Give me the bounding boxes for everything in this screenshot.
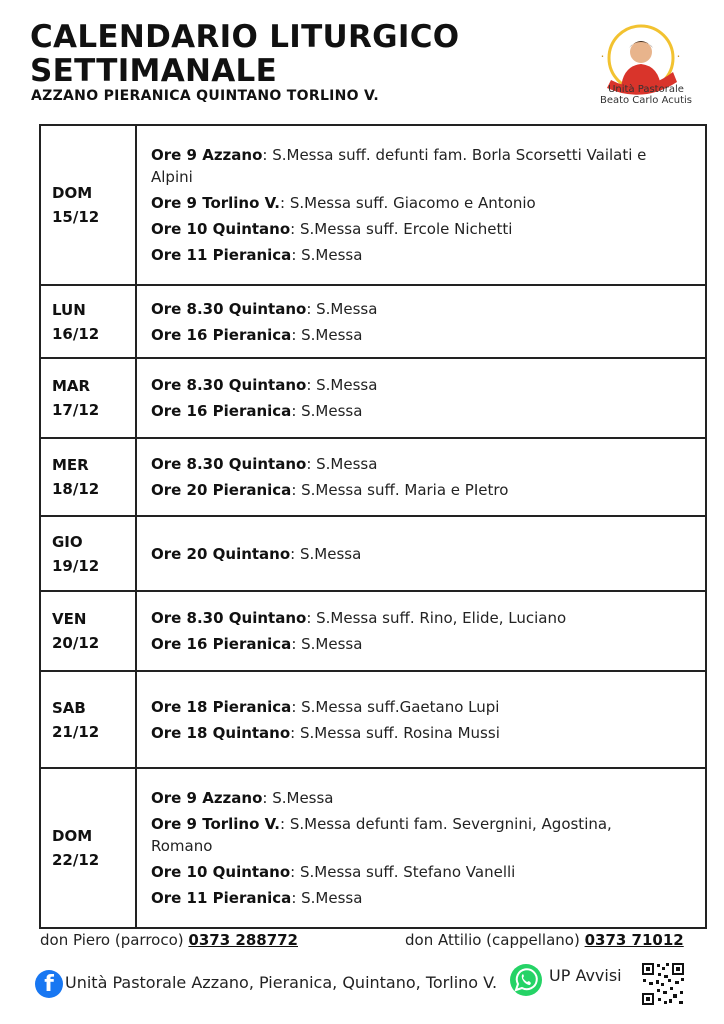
priest-label: don Piero (parroco) (40, 931, 189, 949)
day-name: GIO (52, 532, 83, 551)
events-cell (136, 671, 706, 768)
events-cell (136, 285, 706, 358)
day-row (40, 768, 706, 928)
events-cell (136, 768, 706, 928)
priest-phone-link[interactable]: 0373 288772 (188, 931, 298, 949)
day-cell (40, 671, 136, 768)
svg-text:•: • (677, 54, 680, 60)
day-name: LUN (52, 300, 86, 319)
logo-caption (596, 84, 696, 106)
day-row (40, 125, 706, 285)
events-cell (136, 438, 706, 516)
mass-entry (151, 607, 675, 629)
mass-description: : S.Messa suff. Stefano Vanelli (290, 863, 516, 881)
whatsapp-icon[interactable] (509, 963, 543, 997)
day-row (40, 285, 706, 358)
day-name: MER (52, 456, 89, 474)
mass-time-place: Ore 8.30 Quintano (151, 609, 307, 627)
day-cell (40, 285, 136, 358)
page-title (30, 20, 459, 88)
calendar-table (39, 124, 707, 929)
mass-description: : S.Messa (306, 299, 378, 318)
day-name: MAR (52, 377, 91, 395)
day-date: 21/12 (52, 722, 100, 741)
day-name: DOM (52, 827, 93, 845)
svg-text:•: • (601, 54, 604, 60)
day-date: 22/12 (52, 851, 100, 869)
day-date: 15/12 (52, 208, 100, 226)
day-cell (40, 516, 136, 591)
mass-entry (151, 722, 675, 744)
social-row (35, 966, 695, 1006)
day-date: 18/12 (52, 480, 100, 498)
mass-entry (151, 861, 675, 883)
mass-description: : S.Messa suff. Ercole Nichetti (290, 220, 513, 238)
mass-time-place: Ore 9 Torlino V. (151, 194, 281, 212)
mass-entry (151, 887, 675, 909)
title-line-2: SETTIMANALE (30, 53, 278, 89)
mass-entry (151, 218, 675, 240)
mass-description: : S.Messa (291, 402, 363, 420)
mass-time-place: Ore 11 Pieranica (151, 889, 292, 907)
mass-description: : S.Messa suff. Giacomo e Antonio (280, 194, 536, 212)
day-name: DOM (52, 184, 93, 202)
mass-time-place: Ore 18 Quintano (151, 723, 291, 742)
page-subtitle: AZZANO PIERANICA QUINTANO TORLINO V. (31, 88, 380, 104)
mass-time-place: Ore 20 Quintano (151, 544, 291, 563)
logo-caption-line-2: Beato Carlo Acutis (599, 95, 693, 106)
mass-entry (151, 144, 675, 188)
mass-description: : S.Messa suff. Rino, Elide, Luciano (306, 609, 567, 627)
day-cell (40, 591, 136, 671)
mass-description: : S.Messa suff. Rosina Mussi (290, 723, 500, 742)
chaplain-contact (405, 931, 684, 949)
title-line-1: CALENDARIO LITURGICO (30, 19, 460, 55)
mass-entry (151, 453, 675, 475)
events-cell (136, 516, 706, 591)
mass-description: : S.Messa (290, 544, 362, 563)
mass-description: : S.Messa (291, 889, 363, 907)
priest-contact (40, 931, 298, 949)
whatsapp-channel-link[interactable]: UP Avvisi (549, 966, 622, 985)
mass-time-place: Ore 11 Pieranica (151, 246, 292, 264)
mass-time-place: Ore 10 Quintano (151, 220, 291, 238)
mass-entry (151, 543, 675, 565)
mass-entry (151, 298, 675, 320)
facebook-page-link[interactable]: Unità Pastorale Azzano, Pieranica, Quintano, Torlino V. (65, 973, 498, 992)
mass-time-place: Ore 9 Azzano (151, 789, 263, 807)
mass-description: : S.Messa defunti fam. Severgnini, Agostina, Romano (151, 815, 612, 855)
day-cell (40, 358, 136, 438)
events-cell (136, 358, 706, 438)
mass-entry (151, 813, 675, 857)
events-cell (136, 591, 706, 671)
mass-time-place: Ore 20 Pieranica (151, 481, 292, 499)
mass-description: : S.Messa suff. defunti fam. Borla Scorsetti Vailati e Alpini (151, 146, 647, 186)
mass-time-place: Ore 16 Pieranica (151, 325, 292, 344)
mass-entry (151, 324, 675, 346)
mass-time-place: Ore 10 Quintano (151, 863, 291, 881)
day-date: 19/12 (52, 556, 100, 575)
mass-description: : S.Messa suff. Maria e PIetro (291, 481, 509, 499)
mass-entry (151, 787, 675, 809)
mass-time-place: Ore 18 Pieranica (151, 697, 292, 716)
day-date: 20/12 (52, 634, 100, 652)
mass-description: : S.Messa (291, 246, 363, 264)
mass-description: : S.Messa (262, 789, 334, 807)
day-cell (40, 125, 136, 285)
events-cell (136, 125, 706, 285)
mass-description: : S.Messa (306, 376, 378, 394)
mass-entry (151, 400, 675, 422)
qr-code-icon[interactable] (640, 961, 686, 1007)
mass-entry (151, 244, 675, 266)
day-row (40, 516, 706, 591)
logo-caption-line-1: Unità Pastorale (608, 84, 684, 95)
mass-time-place: Ore 16 Pieranica (151, 635, 292, 653)
mass-time-place: Ore 8.30 Quintano (151, 299, 307, 318)
day-cell (40, 438, 136, 516)
mass-time-place: Ore 8.30 Quintano (151, 376, 307, 394)
mass-time-place: Ore 9 Azzano (151, 146, 263, 164)
day-row (40, 438, 706, 516)
mass-entry (151, 374, 675, 396)
day-cell (40, 768, 136, 928)
mass-entry (151, 633, 675, 655)
mass-entry (151, 192, 675, 214)
day-name: SAB (52, 698, 86, 717)
facebook-icon[interactable]: f (35, 970, 63, 998)
chaplain-label: don Attilio (cappellano) (405, 931, 585, 949)
mass-entry (151, 696, 675, 718)
chaplain-phone-link[interactable]: 0373 71012 (584, 931, 684, 949)
mass-time-place: Ore 16 Pieranica (151, 402, 292, 420)
mass-description: : S.Messa (306, 455, 378, 473)
day-row (40, 591, 706, 671)
mass-description: : S.Messa (291, 635, 363, 653)
mass-time-place: Ore 8.30 Quintano (151, 455, 307, 473)
day-name: VEN (52, 610, 87, 628)
day-date: 16/12 (52, 324, 100, 343)
day-row (40, 358, 706, 438)
mass-time-place: Ore 9 Torlino V. (151, 815, 281, 833)
mass-description: : S.Messa (291, 325, 363, 344)
day-date: 17/12 (52, 401, 100, 419)
day-row (40, 671, 706, 768)
mass-entry (151, 479, 675, 501)
mass-description: : S.Messa suff.Gaetano Lupi (291, 697, 500, 716)
